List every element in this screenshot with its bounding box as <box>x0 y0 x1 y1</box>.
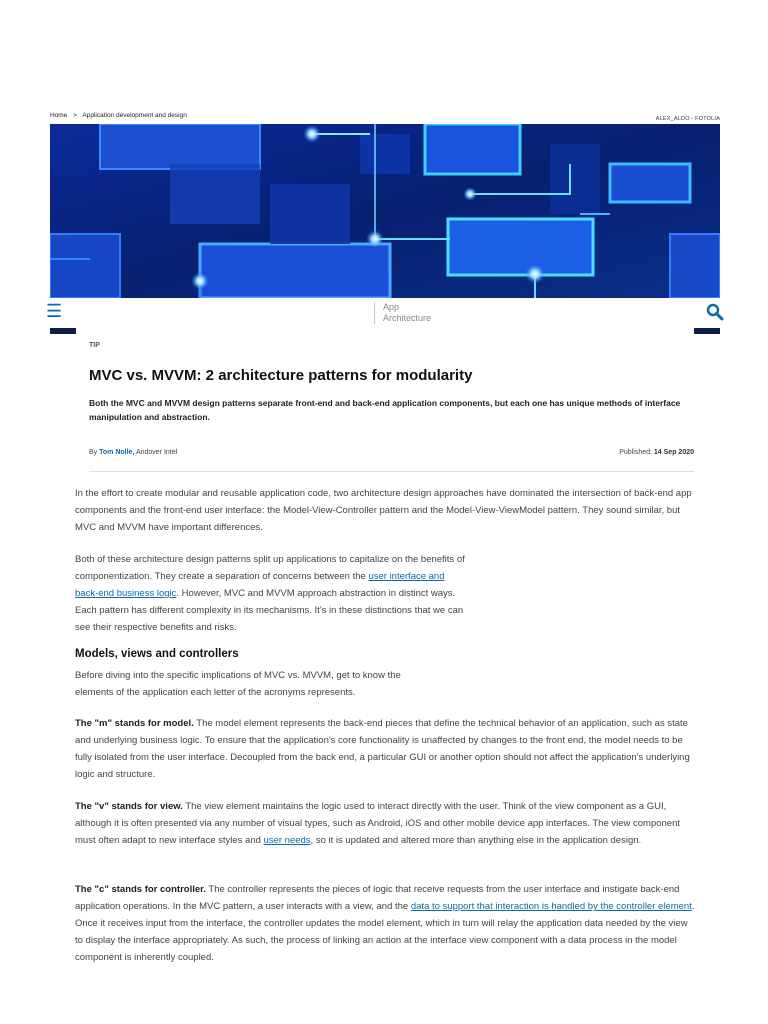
view-lead: The "v" stands for view. <box>75 801 183 812</box>
topic-line-2: Architecture <box>383 313 432 323</box>
divider <box>89 471 694 472</box>
controller-text-a: The controller represents the pieces of logic that receive requests from the user interface and instigate back-end application operations. In the MVC pattern, a user interacts with a view, and the <box>75 884 680 912</box>
p2-text-b: . However, MVC and MVVM approach abstraction in distinct ways. Each pattern has different complexity in its mechanisms. It's in these distinctions that we can see their respective benefits and risks. <box>75 588 464 633</box>
image-credit: ALEX_ALDO - FOTOLIA <box>655 116 720 122</box>
search-icon[interactable] <box>706 303 724 321</box>
published-label: Published: <box>619 449 652 456</box>
body-paragraph-1: In the effort to create modular and reusable application code, two architecture design approaches have dominated the intersection of back-end app components and the front-end user interface: the Model-View-Controller pattern and the Model-View-ViewModel pattern. They sound similar, but MVC and MVVM have important differences. <box>75 488 692 533</box>
author-link[interactable]: Tom Nolle, <box>99 449 135 456</box>
body-paragraph-controller <box>75 881 695 966</box>
byline-prefix: By <box>89 449 98 456</box>
author-affiliation: Andover Intel <box>134 449 178 456</box>
header-tab-left <box>50 328 76 334</box>
view-text-b: , so it is updated and altered more than anything else in the application design. <box>310 835 642 846</box>
body-paragraph-model <box>75 715 695 783</box>
topic-line-1: App <box>383 302 400 312</box>
article-kicker: TIP <box>89 342 100 349</box>
section-heading: Models, views and controllers <box>75 648 239 660</box>
article-summary: Both the MVC and MVVM design patterns separate front-end and back-end application components, but each one has unique methods of interface manipulation and abstraction. <box>89 398 681 422</box>
breadcrumb <box>50 112 191 119</box>
breadcrumb-separator: > <box>73 112 77 119</box>
view-text-a: The view element maintains the logic used to interact directly with the user. Think of the view component as a GUI, although it is often presented via any number of visual types, such as Android, iOS and other mobile device app interfaces. The view component must often adapt to new interface styles and <box>75 801 681 846</box>
body-paragraph-2 <box>75 551 470 636</box>
ui-backend-link[interactable]: user interface and back-end business logic <box>75 571 445 599</box>
byline <box>89 449 177 456</box>
controller-lead: The "c" stands for controller. <box>75 884 206 895</box>
published-date <box>619 449 694 456</box>
topic-label[interactable] <box>374 302 431 324</box>
published-value: 14 Sep 2020 <box>653 449 694 456</box>
user-needs-link[interactable]: user needs <box>263 835 311 846</box>
controller-text-b: . Once it receives input from the interface, the controller updates the model element, which in turn will relay the application data needed by the view to display the interface appropriately. As such, the process of linking an action at the interface view component with a data process in the model component is inherently coupled. <box>75 901 695 963</box>
page-title: MVC vs. MVVM: 2 architecture patterns for modularity <box>89 367 473 384</box>
body-paragraph-view <box>75 798 695 849</box>
controller-data-link[interactable]: data to support that interaction is handled by the controller element <box>410 901 692 912</box>
model-lead: The "m" stands for model. <box>75 718 194 729</box>
hero-image <box>50 124 720 298</box>
menu-icon[interactable]: ☰ <box>46 301 63 321</box>
p2-text-a: Both of these architecture design patterns split up applications to capitalize on the benefits of componentization. They create a separation of concerns between the <box>75 554 465 582</box>
model-text: The model element represents the back-end pieces that define the technical behavior of an application, such as state and underlying business logic. To ensure that the application's core functionality is unaffected by changes to the front end, the model needs to be fully isolated from the user interface. Decoupled from the back end, a particular GUI or another option should not affect the application's underlying logic and structure. <box>75 718 690 780</box>
body-paragraph-3: Before diving into the specific implications of MVC vs. MVVM, get to know the elements of the application each letter of the acronyms represents. <box>75 670 401 698</box>
circuit-illustration <box>50 124 720 298</box>
breadcrumb-home[interactable]: Home <box>50 112 68 119</box>
breadcrumb-section[interactable]: Application development and design <box>82 112 187 119</box>
header-tab-right <box>694 328 720 334</box>
